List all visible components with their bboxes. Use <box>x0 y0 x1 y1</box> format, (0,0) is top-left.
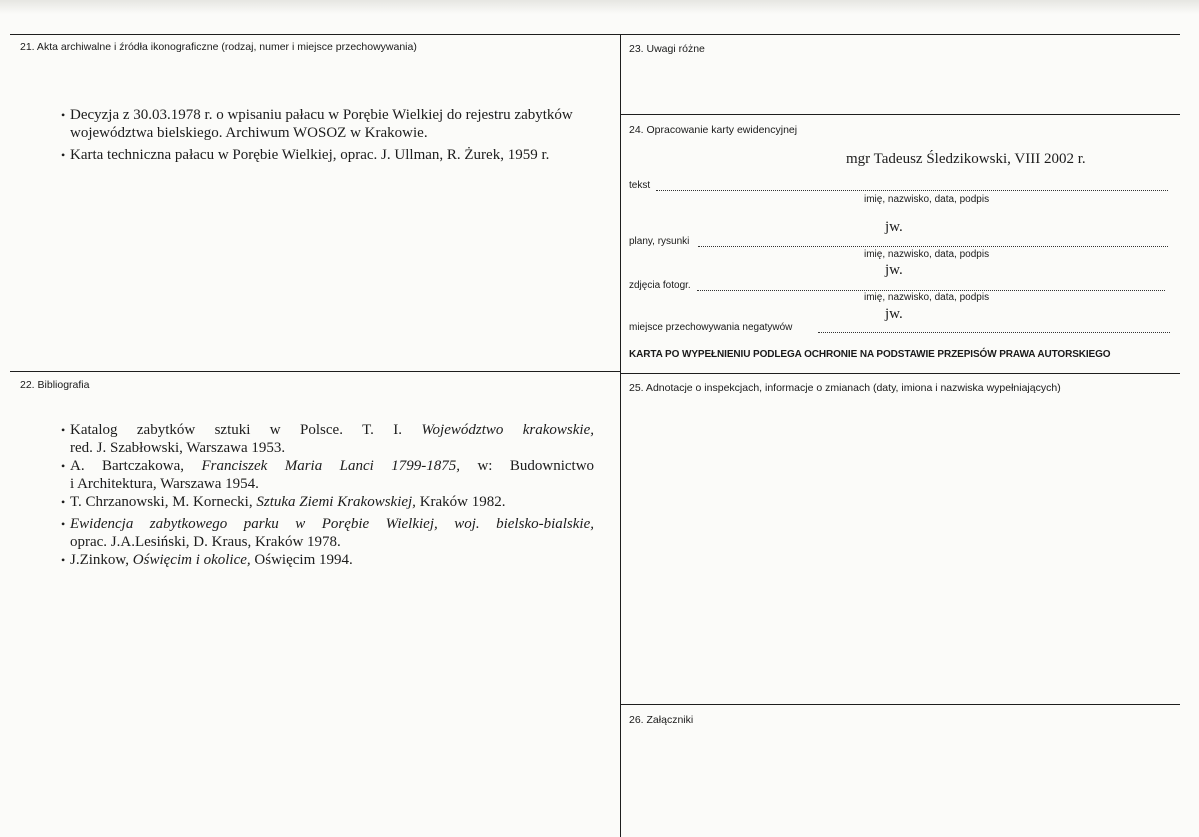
s22-item-2-source: w: Budownictwo <box>477 458 595 474</box>
s22-item-1-title: Województwo krakowskie, <box>421 422 595 438</box>
s21-item-1 <box>61 107 613 142</box>
zdjecia-field[interactable] <box>697 290 1165 291</box>
plany-label: plany, rysunki <box>629 236 690 247</box>
s22-item-5 <box>61 552 594 570</box>
s22-item-5-title: Oświęcim i okolice, <box>132 552 251 568</box>
s22-item-2-line1 <box>70 458 594 476</box>
zdjecia-caption: imię, nazwisko, data, podpis <box>864 292 990 303</box>
border-25-26 <box>620 704 1180 705</box>
tekst-field[interactable] <box>656 190 1168 191</box>
section-25-label: 25. Adnotacje o inspekcjach, informacje o zmianach (daty, imiona i nazwiska wypełniających) <box>629 382 1061 394</box>
s22-item-5-line1 <box>70 552 594 570</box>
tekst-caption: imię, nazwisko, data, podpis <box>864 194 990 205</box>
s22-item-3-place: Kraków 1982. <box>419 494 506 510</box>
plany-caption: imię, nazwisko, data, podpis <box>864 249 990 260</box>
s21-item-2-line1: Karta techniczna pałacu w Porębie Wielkiej, oprac. J. Ullman, R. Żurek, 1959 r. <box>70 147 550 163</box>
left-middle-border <box>10 371 620 372</box>
s24-author: mgr Tadeusz Śledzikowski, VIII 2002 r. <box>846 151 1086 167</box>
bullet-icon: • <box>61 108 66 122</box>
section-22-label: 22. Bibliografia <box>20 379 90 391</box>
s22-item-2-line2: i Architektura, Warszawa 1954. <box>70 475 259 492</box>
s21-item-1-line1: Decyzja z 30.03.1978 r. o wpisaniu pałacu w Porębie Wielkiej do rejestru zabytków <box>70 107 573 123</box>
plany-jw: jw. <box>885 219 903 235</box>
bullet-icon: • <box>61 148 66 162</box>
s22-item-2-title: Franciszek Maria Lanci 1799-1875, <box>201 458 460 474</box>
s21-item-2 <box>61 147 613 165</box>
top-border <box>10 34 1180 35</box>
s22-item-4-line1 <box>70 516 594 534</box>
section-23-label: 23. Uwagi różne <box>629 43 705 55</box>
s22-item-1 <box>61 422 595 457</box>
section-24-label: 24. Opracowanie karty ewidencyjnej <box>629 124 798 136</box>
border-23-24 <box>620 114 1180 115</box>
s22-item-4-title: Ewidencja zabytkowego parku w Porębie Wielkiej, woj. bielsko-bialskie, <box>70 516 594 532</box>
s21-item-1-line2: województwa bielskiego. Archiwum WOSOZ w Krakowie. <box>70 124 428 141</box>
s22-item-3-title: Sztuka Ziemi Krakowskiej, <box>256 494 416 510</box>
section-26-label: 26. Załączniki <box>629 714 694 726</box>
s22-item-1-text: Katalog zabytków sztuki w Polsce. T. I. <box>70 422 403 438</box>
miejsce-label: miejsce przechowywania negatywów <box>629 322 793 333</box>
s22-item-3 <box>61 494 594 512</box>
bullet-icon: • <box>61 459 66 473</box>
tekst-label: tekst <box>629 180 651 191</box>
s22-item-1-line2: red. J. Szabłowski, Warszawa 1953. <box>70 439 286 456</box>
zdjecia-jw: jw. <box>885 262 903 278</box>
scan-shadow <box>0 0 1199 14</box>
s22-item-4-line2: oprac. J.A.Lesiński, D. Kraus, Kraków 1978. <box>70 533 341 550</box>
bullet-icon: • <box>61 423 66 437</box>
copyright-notice: KARTA PO WYPEŁNIENIU PODLEGA OCHRONIE NA PODSTAWIE PRZEPISÓW PRAWA AUTORSKIEGO <box>629 349 1111 360</box>
s22-item-2-author: A. Bartczakowa, <box>70 458 185 474</box>
s22-item-5-author: J.Zinkow, <box>70 552 130 568</box>
s22-item-3-authors: T. Chrzanowski, M. Kornecki, <box>70 494 253 510</box>
s22-item-1-line1 <box>70 422 594 440</box>
miejsce-field[interactable] <box>818 332 1170 333</box>
zdjecia-label: zdjęcia fotogr. <box>629 280 691 291</box>
s22-item-5-place: Oświęcim 1994. <box>254 552 353 568</box>
s22-item-4 <box>61 516 594 551</box>
center-divider <box>620 34 621 837</box>
bullet-icon: • <box>61 553 66 567</box>
s22-item-2 <box>61 458 595 493</box>
section-21-label: 21. Akta archiwalne i źródła ikonograficzne (rodzaj, numer i miejsce przechowywania) <box>20 41 417 53</box>
s22-item-3-line1 <box>70 494 594 512</box>
border-24-25 <box>620 373 1180 374</box>
bullet-icon: • <box>61 495 66 509</box>
miejsce-jw: jw. <box>885 306 903 322</box>
bullet-icon: • <box>61 517 66 531</box>
plany-field[interactable] <box>698 246 1168 247</box>
